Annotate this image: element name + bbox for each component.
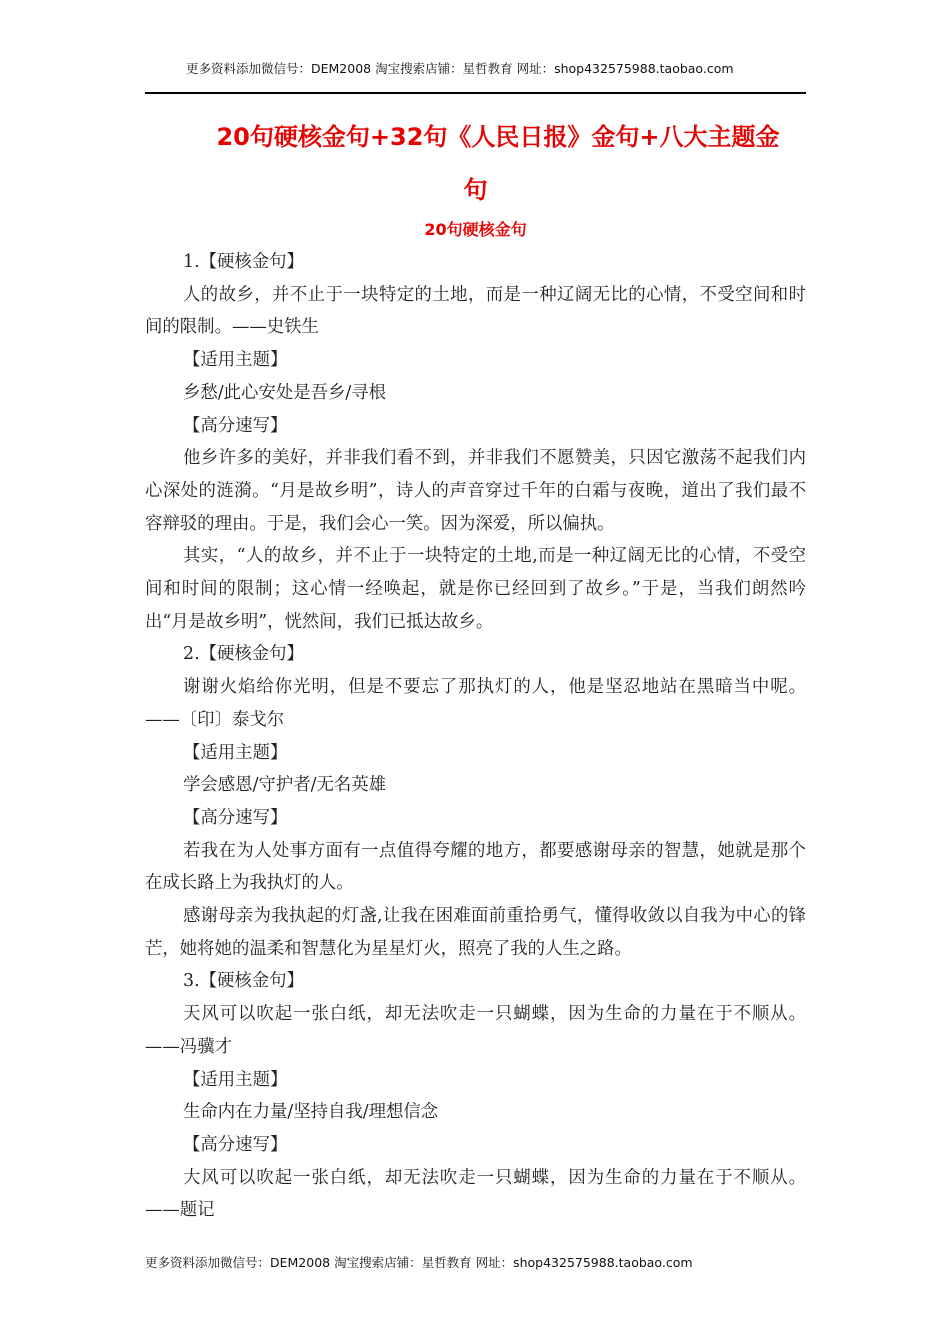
theme-list-2: 学会感恩/守护者/无名英雄 [183,775,387,796]
quote-2: 谢谢火焰给你光明，但是不要忘了那执灯的人，他是坚忍地站在黑暗当中呢。——〔印〕泰戈尔 [145,677,806,730]
theme-list-3: 生命内在力量/坚持自我/理想信念 [183,1102,439,1123]
sketch-paragraph-1a: 他乡许多的美好，并非我们看不到，并非我们不愿赞美，只因它激荡不起我们内心深处的涟漪。“月是故乡明”，诗人的声音穿过千年的白霜与夜晚，道出了我们最不容辩驳的理由。于是，我们会心一笑。因为深爱，所以偏执。 [145,448,806,534]
page-header: 更多资料添加微信号：DEM2008 淘宝搜索店铺：星哲教育 网址：shop432575988.taobao.com [186,61,734,76]
item-heading-2: 2.【硬核金句】 [183,644,304,665]
theme-label-2: 【适用主题】 [183,742,288,763]
quote-3: 天风可以吹起一张白纸，却无法吹走一只蝴蝶，因为生命的力量在于不顺从。——冯骥才 [145,1004,806,1057]
header-divider [145,92,806,94]
item-heading-1: 1.【硬核金句】 [183,252,304,272]
theme-label-3: 【适用主题】 [183,1069,288,1090]
theme-list-1: 乡愁/此心安处是吾乡/寻根 [183,382,387,403]
sketch-paragraph-2a: 若我在为人处事方面有一点值得夸耀的地方，都要感谢母亲的智慧，她就是那个在成长路上为我执灯的人。 [145,840,806,894]
quote-1: 人的故乡，并不止于一块特定的土地，而是一种辽阔无比的心情，不受空间和时间的限制。——史铁生 [145,284,806,338]
page-footer: 更多资料添加微信号：DEM2008 淘宝搜索店铺：星哲教育 网址：shop432575988.taobao.com [145,1255,693,1270]
sketch-label-2: 【高分速写】 [183,807,288,828]
sketch-label-1: 【高分速写】 [183,415,288,436]
sketch-paragraph-1b: 其实，“人的故乡，并不止于一块特定的土地,而是一种辽阔无比的心情，不受空间和时间的限制；这心情一经唤起，就是你已经回到了故乡。”于是，当我们朗然吟出“月是故乡明”，恍然间，我们已抵达故乡。 [145,546,806,632]
sketch-label-3: 【高分速写】 [183,1134,288,1155]
document-body [145,246,806,1227]
theme-label-1: 【适用主题】 [183,350,288,371]
section-heading: 20句硬核金句 [424,220,527,239]
sketch-paragraph-3a: 大风可以吹起一张白纸，却无法吹走一只蝴蝶，因为生命的力量在于不顺从。——题记 [145,1167,806,1221]
sketch-paragraph-2b: 感谢母亲为我执起的灯盏,让我在困难面前重拾勇气，懂得收敛以自我为中心的锋芒，她将她的温柔和智慧化为星星灯火，照亮了我的人生之路。 [145,906,806,959]
document-title-line-1: 20句硬核金句+32句《人民日报》金句+八大主题金 [216,123,780,151]
document-title-line-2: 句 [463,176,488,204]
item-heading-3: 3.【硬核金句】 [183,971,304,992]
